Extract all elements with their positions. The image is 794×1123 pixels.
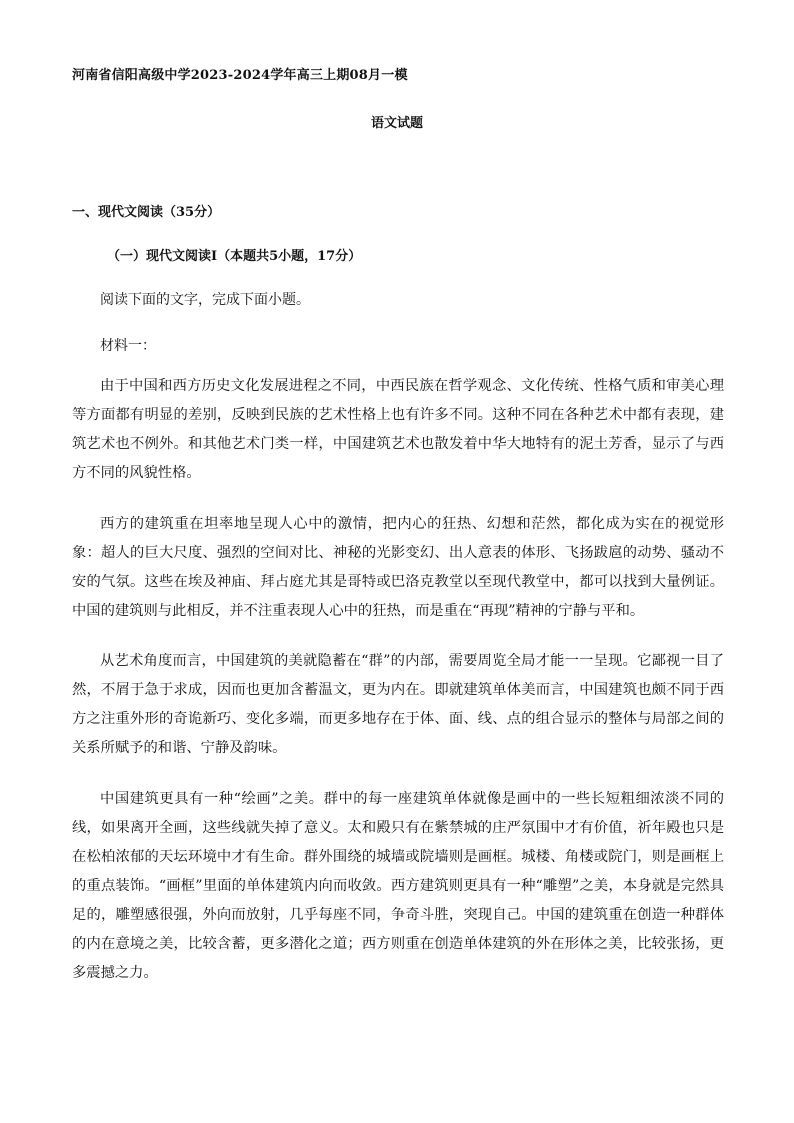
material-label: 材料一： [100, 338, 156, 354]
sub-section-heading: （一）现代文阅读Ⅰ（本题共5小题，17分） [107, 249, 362, 264]
reading-instruction: 阅读下面的文字，完成下面小题。 [100, 292, 310, 308]
body-paragraph: 中国建筑更具有一种“绘画”之美。群中的每一座建筑单体就像是画中的一些长短粗细浓淡不同的线，如果离开全画，这些线就失掉了意义。太和殿只有在紫禁城的庄严氛围中才有价值，祈年殿也只是在松柏浓郁的天坛环境中才有生命。群外围绕的城墙或院墙则是画框。城楼、角楼或院门，则是画框上的重点装饰。“画框”里面的单体建筑内向而收敛。西方建筑则更具有一种“雕塑”之美，本身就是完然具足的，雕塑感很强，外向而放射，几乎每座不同，争奇斗胜，突现自己。中国的建筑重在创造一种群体的内在意境之美，比较含蓄，更多潜化之道；西方则重在创造单体建筑的外在形体之美，比较张扬，更多震撼之力。 [72, 791, 724, 981]
page-title: 语文试题 [370, 116, 423, 131]
exam-header: 河南省信阳高级中学2023-2024学年高三上期08月一模 [72, 68, 408, 83]
body-paragraph: 从艺术角度而言，中国建筑的美就隐蓄在“群”的内部，需要周览全局才能一一呈现。它鄙视一目了然，不屑于急于求成，因而也更加含蓄温文，更为内在。即就建筑单体美而言，中国建筑也颇不同于西方之注重外形的奇诡新巧、变化多端，而更多地存在于体、面、线、点的组合显示的整体与局部之间的关系所赋予的和谐、宁静及韵味。 [72, 653, 724, 756]
body-paragraph: 由于中国和西方历史文化发展进程之不同，中西民族在哲学观念、文化传统、性格气质和审美心理等方面都有明显的差别，反映到民族的艺术性格上也有许多不同。这种不同在各种艺术中都有表现，建筑艺术也不例外。和其他艺术门类一样，中国建筑艺术也散发着中华大地特有的泥土芳香，显示了与西方不同的风貌性格。 [72, 378, 724, 481]
section-heading: 一、现代文阅读（35分） [72, 205, 221, 220]
body-paragraph: 西方的建筑重在坦率地呈现人心中的激情，把内心的狂热、幻想和茫然，都化成为实在的视觉形象：超人的巨大尺度、强烈的空间对比、神秘的光影变幻、出人意表的体形、飞扬跋扈的动势、骚动不安的气氛。这些在埃及神庙、拜占庭尤其是哥特或巴洛克教堂以至现代教堂中，都可以找到大量例证。中国的建筑则与此相反，并不注重表现人心中的狂热，而是重在“再现”精神的宁静与平和。 [72, 516, 724, 619]
